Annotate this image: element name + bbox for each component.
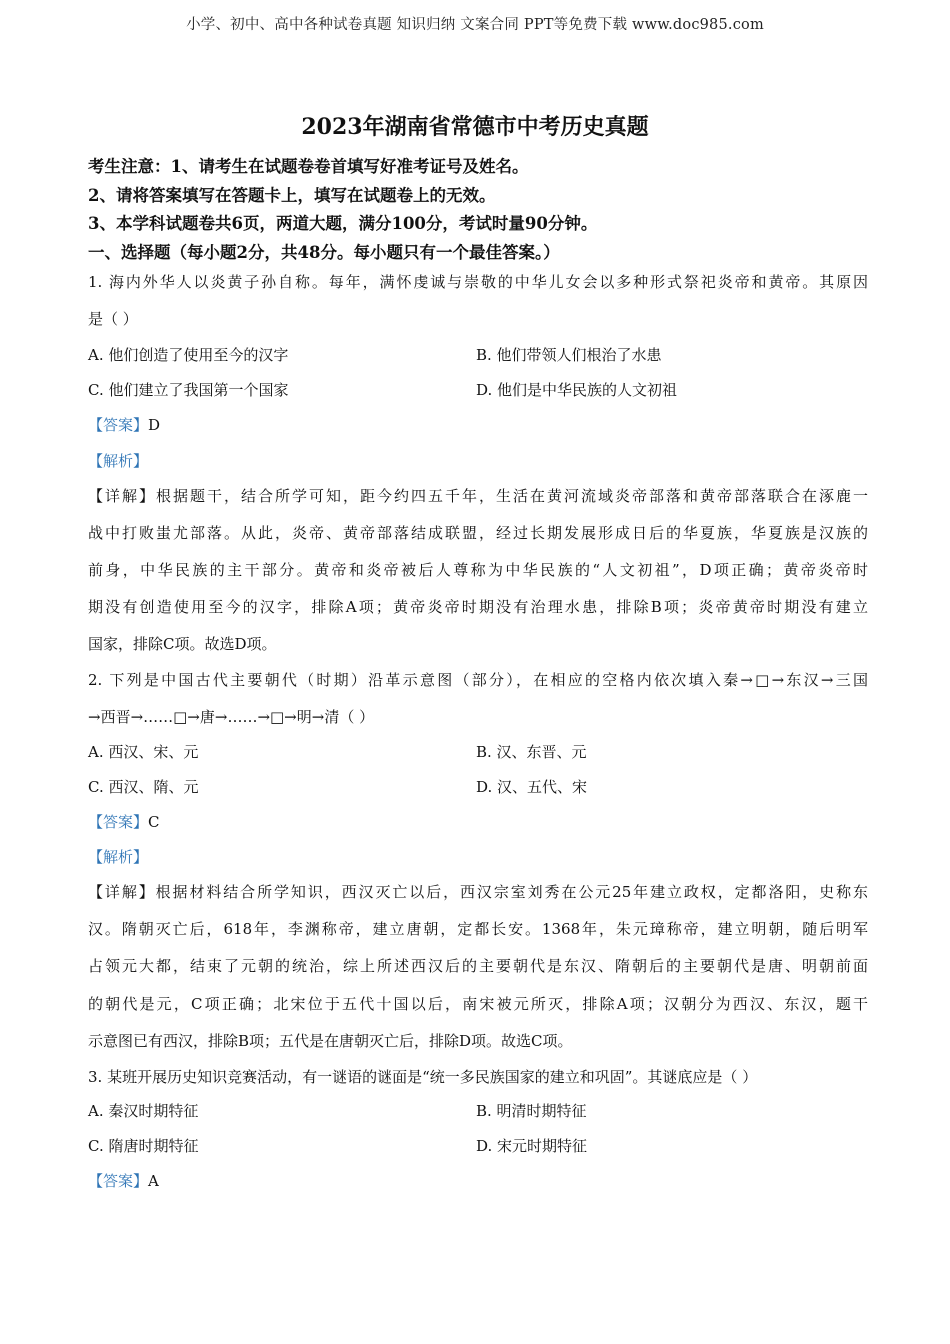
- q1-detail-line: 前身，中华民族的主干部分。黄帝和炎帝被后人尊称为中华民族的“人文初祖”，D项正确；黄帝炎帝时: [88, 561, 868, 579]
- q1-detail-text: 根据题干，结合所学可知，距今约四五千年，生活在黄河流域炎帝部落和黄帝部落联合在涿鹿一: [156, 487, 868, 505]
- q1-option-b: B. 他们带领人们根治了水患: [476, 346, 662, 364]
- q1-detail-line: 期没有创造使用至今的汉字，排除A项；黄帝炎帝时期没有治理水患，排除B项；炎帝黄帝时期没有建立: [88, 598, 868, 616]
- q1-option-c: C. 他们建立了我国第一个国家: [88, 381, 289, 399]
- q2-detail-line: [88, 882, 868, 902]
- q3-answer: [88, 1171, 868, 1191]
- q2-detail-text: 根据材料结合所学知识，西汉灭亡以后，西汉宗室刘秀在公元25年建立政权，定都洛阳，史称东: [155, 883, 868, 901]
- q1-analysis: [88, 451, 868, 471]
- q2-analysis: [88, 847, 868, 867]
- q2-detail-line: 示意图已有西汉，排除B项；五代是在唐朝灭亡后，排除D项。故选C项。: [88, 1032, 573, 1050]
- q3-option-a: A. 秦汉时期特征: [88, 1102, 199, 1120]
- q3-answer-value: A: [148, 1172, 159, 1190]
- q1-answer-value: D: [148, 416, 161, 434]
- detail-tag: 【详解】: [88, 883, 156, 901]
- answer-tag: 【答案】: [88, 1172, 149, 1190]
- analysis-tag: 【解析】: [88, 848, 149, 866]
- q2-option-a: A. 西汉、宋、元: [88, 743, 199, 761]
- q1-detail-line: 战中打败蚩尤部落。从此，炎帝、黄帝部落结成联盟，经过长期发展形成日后的华夏族，华夏族是汉族的: [88, 524, 868, 542]
- q2-answer: [88, 812, 868, 832]
- q2-stem-line: →西晋→……□→唐→……→□→明→清（ ）: [88, 708, 375, 726]
- q1-stem-line: 是（ ）: [88, 310, 138, 328]
- notice-2: 2、请将答案填写在答题卡上，填写在试题卷上的无效。: [88, 186, 496, 205]
- q3-stem-line: 3. 某班开展历史知识竞赛活动，有一谜语的谜面是“统一多民族国家的建立和巩固”。其谜底应是（ ）: [88, 1068, 758, 1086]
- section-heading: 一、选择题（每小题2分，共48分。每小题只有一个最佳答案。）: [88, 243, 560, 262]
- q2-detail-line: 汉。隋朝灭亡后，618年，李渊称帝，建立唐朝，定都长安。1368年，朱元璋称帝，建立明朝，随后明军: [88, 920, 868, 938]
- q2-detail-line: 占领元大都，结束了元朝的统治，综上所述西汉后的主要朝代是东汉、隋朝后的主要朝代是唐、明朝前面: [88, 957, 868, 975]
- notice-3: 3、本学科试题卷共6页，两道大题，满分100分，考试时量90分钟。: [88, 214, 598, 233]
- q3-option-c: C. 隋唐时期特征: [88, 1137, 199, 1155]
- notice-1: 考生注意：1、请考生在试题卷卷首填写好准考证号及姓名。: [88, 157, 529, 176]
- detail-tag: 【详解】: [88, 487, 156, 505]
- q2-stem-line: 2. 下列是中国古代主要朝代（时期）沿革示意图（部分），在相应的空格内依次填入秦→□→东汉→三国: [88, 671, 868, 689]
- q2-option-c: C. 西汉、隋、元: [88, 778, 199, 796]
- analysis-tag: 【解析】: [88, 452, 149, 470]
- page-title: 2023年湖南省常德市中考历史真题: [301, 114, 649, 140]
- q1-detail-line: [88, 486, 868, 506]
- q1-stem-line: 1. 海内外华人以炎黄子孙自称。每年，满怀虔诚与崇敬的中华儿女会以多种形式祭祀炎帝和黄帝。其原因: [88, 273, 868, 291]
- q2-option-b: B. 汉、东晋、元: [476, 743, 587, 761]
- q1-answer: [88, 415, 868, 435]
- q3-option-d: D. 宋元时期特征: [476, 1137, 588, 1155]
- q1-option-d: D. 他们是中华民族的人文初祖: [476, 381, 678, 399]
- q2-detail-line: 的朝代是元，C项正确；北宋位于五代十国以后，南宋被元所灭，排除A项；汉朝分为西汉、东汉，题干: [88, 995, 868, 1013]
- answer-tag: 【答案】: [88, 813, 149, 831]
- q2-answer-value: C: [148, 813, 160, 831]
- q1-detail-line: 国家，排除C项。故选D项。: [88, 635, 277, 653]
- page-header: 小学、初中、高中各种试卷真题 知识归纳 文案合同 PPT等免费下载 www.doc985.com: [186, 17, 764, 33]
- q2-option-d: D. 汉、五代、宋: [476, 778, 588, 796]
- q1-option-a: A. 他们创造了使用至今的汉字: [88, 346, 289, 364]
- answer-tag: 【答案】: [88, 416, 149, 434]
- q3-option-b: B. 明清时期特征: [476, 1102, 587, 1120]
